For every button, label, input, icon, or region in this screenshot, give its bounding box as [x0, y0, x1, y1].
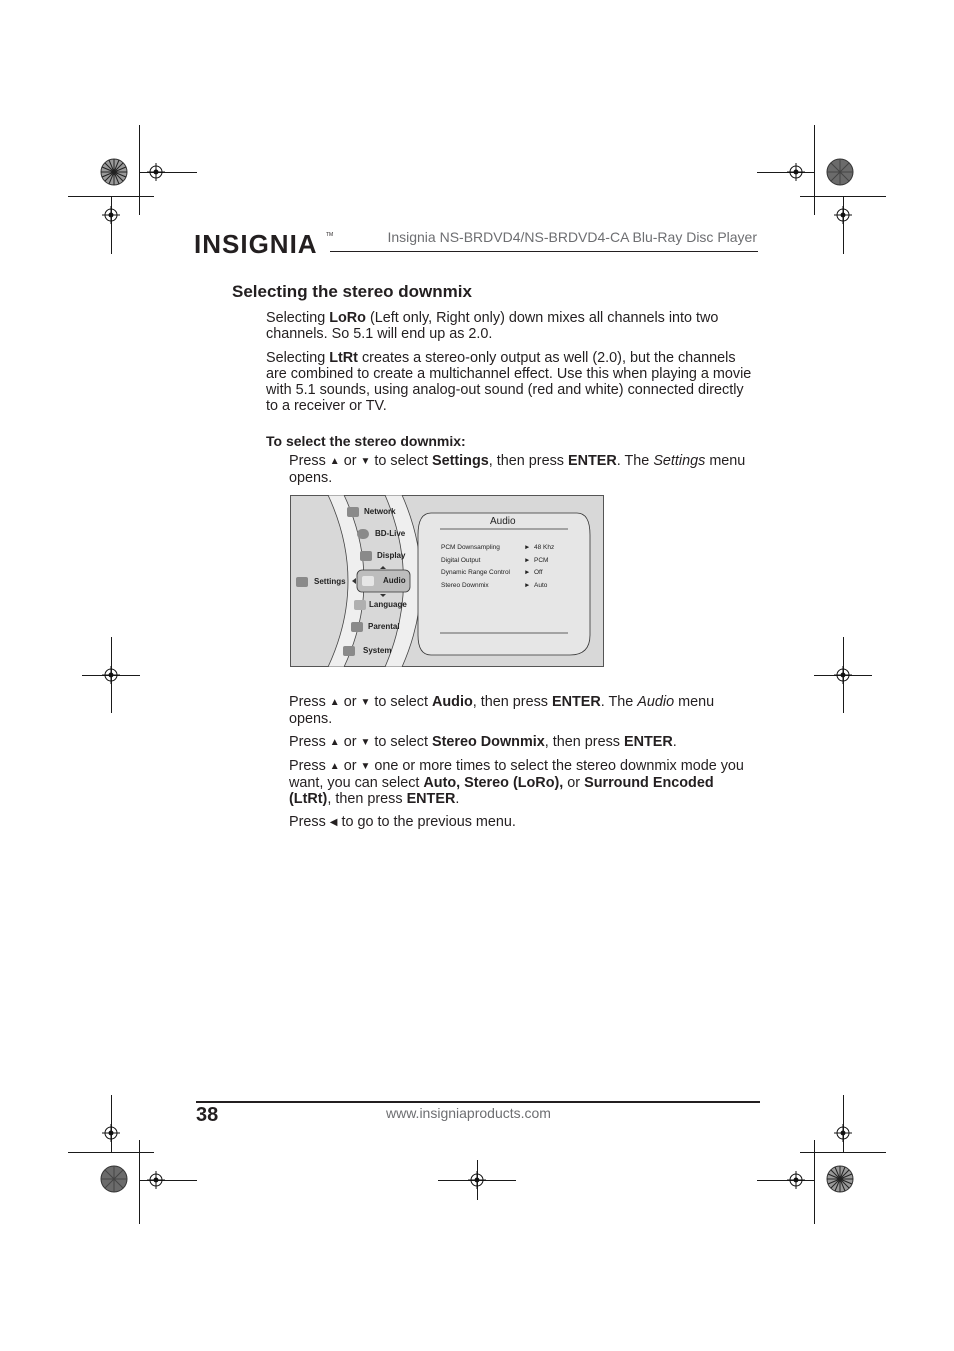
menu-item-parental: Parental [368, 622, 400, 631]
down-arrow-icon: ▼ [360, 761, 371, 772]
up-arrow-icon: ▲ [329, 697, 340, 708]
menu-item-language: Language [369, 600, 407, 609]
down-arrow-icon: ▼ [360, 456, 371, 467]
registration-mark-icon [102, 1124, 120, 1142]
display-icon [360, 551, 372, 561]
registration-mark-icon [102, 666, 120, 684]
system-icon [343, 646, 355, 656]
registration-mark-icon [147, 1171, 165, 1189]
header-title: Insignia NS-BRDVD4/NS-BRDVD4-CA Blu-Ray Disc Player [387, 229, 757, 245]
svg-text:TM: TM [326, 232, 334, 238]
menu-item-bd-live: BD-Live [375, 529, 406, 538]
menu-item-network: Network [364, 507, 396, 516]
panel-title: Audio [490, 516, 516, 527]
step-4: Press ▲ or ▼ one or more times to select the stereo downmix mode you want, you can select Auto, Stereo (LoRo), or Surround Encoded (LtRt), then press ENTER. [289, 758, 744, 807]
section-heading: Selecting the stereo downmix [232, 282, 472, 301]
row-label: Dynamic Range Control [441, 569, 511, 576]
insignia-logo [194, 222, 334, 262]
step-5: Press ◀ to go to the previous menu. [289, 814, 516, 830]
row-arrow-icon: ► [524, 544, 531, 551]
footer-url: www.insigniaproducts.com [386, 1105, 551, 1121]
menu-item-audio: Audio [383, 576, 406, 585]
settings-menu-screenshot [290, 495, 604, 667]
registration-mark-icon [102, 206, 120, 224]
menu-item-system: System [363, 646, 392, 655]
up-arrow-icon: ▲ [329, 456, 340, 467]
settings-icon [296, 577, 308, 587]
procedure-heading: To select the stereo downmix: [266, 433, 466, 449]
registration-mark-icon [787, 163, 805, 181]
header-rule [330, 251, 758, 252]
row-label: Digital Output [441, 557, 481, 564]
page-number: 38 [196, 1104, 219, 1126]
starburst-target-icon [99, 1164, 129, 1194]
registration-mark-icon [147, 163, 165, 181]
language-icon [354, 600, 366, 610]
audio-icon [362, 576, 374, 586]
row-arrow-icon: ► [524, 569, 531, 576]
step-2: Press ▲ or ▼ to select Audio, then press ENTER. The Audio menu opens. [289, 694, 715, 727]
row-arrow-icon: ► [524, 557, 531, 564]
menu-item-display: Display [377, 551, 406, 560]
registration-mark-icon [834, 206, 852, 224]
paragraph-loro: Selecting LoRo (Left only, Right only) down mixes all channels into two channels. So 5.1 will end up as 2.0. [266, 310, 719, 342]
step-3: Press ▲ or ▼ to select Stereo Downmix, then press ENTER. [289, 734, 677, 750]
network-icon [347, 507, 359, 517]
globe-icon [357, 529, 369, 539]
down-arrow-icon: ▼ [360, 737, 371, 748]
menu-root-settings: Settings [314, 577, 346, 586]
row-value: Auto [534, 582, 548, 589]
registration-mark-icon [787, 1171, 805, 1189]
starburst-target-icon [825, 157, 855, 187]
row-value: Off [534, 569, 543, 576]
up-arrow-icon: ▲ [329, 737, 340, 748]
row-label: Stereo Downmix [441, 582, 489, 589]
paragraph-ltrt: Selecting LtRt creates a stereo-only output as well (2.0), but the channels are combined to create a multichannel effect. Use this when playing a movie with 5.1 sounds, using analog-out sound (red and white) connected directly to a receiver or TV. [266, 350, 752, 414]
starburst-target-icon [99, 157, 129, 187]
up-arrow-icon: ▲ [329, 761, 340, 772]
footer-rule [196, 1101, 760, 1103]
registration-mark-icon [834, 1124, 852, 1142]
row-value: 48 Khz [534, 544, 555, 551]
parental-icon [351, 622, 363, 632]
down-arrow-icon: ▼ [360, 697, 371, 708]
step-1: Press ▲ or ▼ to select Settings, then press ENTER. The Settings menu opens. [289, 453, 746, 486]
left-arrow-icon: ◀ [329, 817, 338, 828]
registration-mark-icon [834, 666, 852, 684]
logo-text: INSIGNIA [194, 229, 318, 259]
starburst-target-icon [825, 1164, 855, 1194]
row-label: PCM Downsampling [441, 544, 500, 551]
row-arrow-icon: ► [524, 582, 531, 589]
registration-mark-icon [468, 1171, 486, 1189]
row-value: PCM [534, 557, 549, 564]
